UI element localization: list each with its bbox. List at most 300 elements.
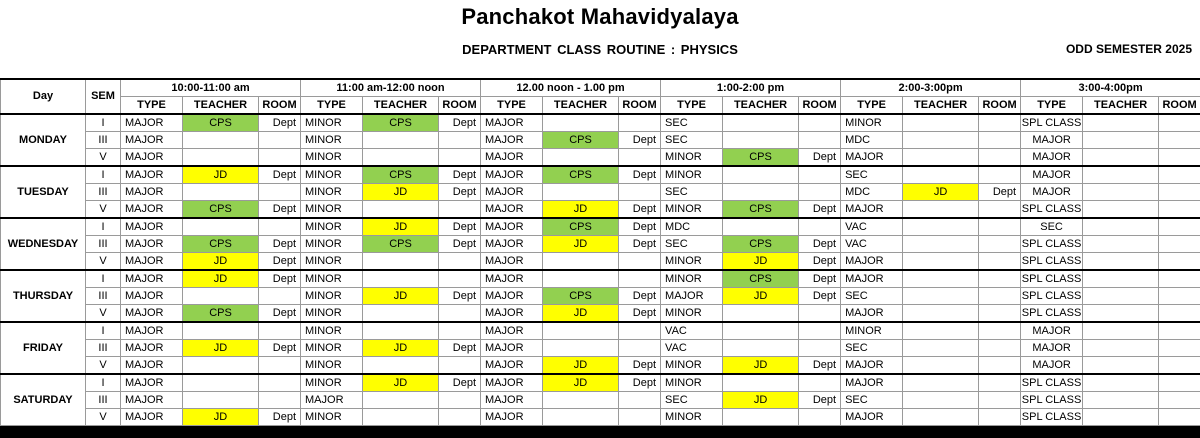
room-cell: Dept: [619, 288, 661, 305]
room-cell: Dept: [259, 340, 301, 357]
class-type-cell: MDC: [841, 184, 903, 201]
class-type-cell: MAJOR: [121, 236, 183, 253]
class-type-cell: SPL CLASS: [1021, 270, 1083, 288]
semester-label: ODD SEMESTER 2025: [1065, 42, 1192, 56]
room-cell: [439, 132, 481, 149]
slot-header: 11:00 am-12:00 noon: [301, 79, 481, 97]
room-cell: [1159, 305, 1200, 323]
room-cell: [1159, 149, 1200, 167]
class-type-cell: MINOR: [301, 132, 363, 149]
class-type-cell: MAJOR: [481, 236, 543, 253]
slot-header: 12.00 noon - 1.00 pm: [481, 79, 661, 97]
class-type-cell: MAJOR: [121, 132, 183, 149]
class-type-cell: MAJOR: [481, 374, 543, 392]
teacher-cell: [543, 409, 619, 426]
teacher-cell: [543, 149, 619, 167]
room-cell: [1159, 201, 1200, 219]
teacher-cell: CPS: [723, 270, 799, 288]
teacher-cell: JD: [183, 409, 259, 426]
class-type-cell: MINOR: [301, 374, 363, 392]
teacher-cell: [183, 149, 259, 167]
room-cell: [439, 201, 481, 219]
sem-label: V: [86, 253, 121, 271]
teacher-cell: [903, 392, 979, 409]
class-type-cell: SEC: [661, 132, 723, 149]
teacher-cell: JD: [543, 357, 619, 375]
room-cell: [259, 218, 301, 236]
class-type-cell: MAJOR: [1021, 132, 1083, 149]
room-cell: Dept: [799, 392, 841, 409]
teacher-cell: [903, 253, 979, 271]
room-cell: [439, 409, 481, 426]
class-type-cell: MINOR: [301, 253, 363, 271]
room-cell: [619, 322, 661, 340]
teacher-cell: [1083, 114, 1159, 132]
teacher-cell: [183, 357, 259, 375]
room-cell: [1159, 392, 1200, 409]
teacher-cell: CPS: [183, 236, 259, 253]
room-cell: [619, 392, 661, 409]
teacher-cell: JD: [543, 374, 619, 392]
teacher-cell: [903, 340, 979, 357]
teacher-cell: CPS: [543, 218, 619, 236]
room-cell: [979, 392, 1021, 409]
sem-label: I: [86, 322, 121, 340]
class-type-cell: MAJOR: [481, 305, 543, 323]
room-cell: [799, 409, 841, 426]
teacher-cell: [183, 184, 259, 201]
routine-row: [1, 392, 1200, 409]
routine-row: [1, 236, 1200, 253]
teacher-cell: [363, 409, 439, 426]
class-type-cell: MINOR: [301, 218, 363, 236]
type-column-header: TYPE: [841, 97, 903, 115]
teacher-cell: JD: [363, 340, 439, 357]
teacher-cell: JD: [363, 218, 439, 236]
class-type-cell: MINOR: [301, 288, 363, 305]
class-type-cell: MINOR: [301, 340, 363, 357]
type-column-header: TYPE: [121, 97, 183, 115]
routine-row: [1, 114, 1200, 132]
room-cell: Dept: [259, 236, 301, 253]
class-type-cell: SEC: [661, 236, 723, 253]
room-cell: [1159, 114, 1200, 132]
room-column-header: ROOM: [799, 97, 841, 115]
sem-label: III: [86, 288, 121, 305]
routine-row: [1, 374, 1200, 392]
teacher-cell: [903, 322, 979, 340]
teacher-cell: [1083, 357, 1159, 375]
room-cell: Dept: [799, 288, 841, 305]
slot-header: 2:00-3:00pm: [841, 79, 1021, 97]
class-type-cell: SEC: [841, 392, 903, 409]
class-type-cell: MAJOR: [841, 270, 903, 288]
class-type-cell: VAC: [841, 236, 903, 253]
room-column-header: ROOM: [439, 97, 481, 115]
room-cell: [1159, 374, 1200, 392]
teacher-cell: [903, 409, 979, 426]
room-cell: [619, 270, 661, 288]
routine-row: [1, 322, 1200, 340]
room-cell: [799, 114, 841, 132]
room-cell: Dept: [259, 270, 301, 288]
slot-header: 10:00-11:00 am: [121, 79, 301, 97]
teacher-cell: [183, 392, 259, 409]
class-type-cell: MAJOR: [121, 201, 183, 219]
teacher-cell: [1083, 132, 1159, 149]
class-type-cell: MAJOR: [121, 288, 183, 305]
class-type-cell: MINOR: [661, 166, 723, 184]
class-type-cell: MAJOR: [481, 149, 543, 167]
teacher-column-header: TEACHER: [363, 97, 439, 115]
class-type-cell: MAJOR: [841, 253, 903, 271]
class-type-cell: VAC: [661, 322, 723, 340]
teacher-cell: [1083, 184, 1159, 201]
room-column-header: ROOM: [979, 97, 1021, 115]
room-cell: [799, 218, 841, 236]
routine-subtitle: DEPARTMENT CLASS ROUTINE : PHYSICS: [462, 42, 738, 57]
room-cell: [619, 149, 661, 167]
room-cell: [979, 357, 1021, 375]
class-type-cell: MINOR: [301, 236, 363, 253]
teacher-cell: [543, 253, 619, 271]
class-type-cell: MAJOR: [301, 392, 363, 409]
room-cell: [1159, 340, 1200, 357]
teacher-cell: [1083, 253, 1159, 271]
teacher-cell: JD: [363, 288, 439, 305]
room-cell: Dept: [259, 253, 301, 271]
teacher-cell: [1083, 218, 1159, 236]
day-label: MONDAY: [1, 114, 86, 166]
room-cell: [979, 132, 1021, 149]
class-type-cell: SEC: [1021, 218, 1083, 236]
teacher-cell: [903, 132, 979, 149]
day-label: SATURDAY: [1, 374, 86, 426]
teacher-cell: [903, 166, 979, 184]
room-cell: Dept: [439, 166, 481, 184]
room-cell: Dept: [619, 357, 661, 375]
room-cell: Dept: [259, 305, 301, 323]
teacher-cell: [363, 270, 439, 288]
room-cell: [619, 184, 661, 201]
teacher-cell: [1083, 392, 1159, 409]
room-cell: Dept: [439, 184, 481, 201]
teacher-cell: [363, 392, 439, 409]
class-type-cell: MINOR: [301, 357, 363, 375]
class-type-cell: MAJOR: [481, 166, 543, 184]
room-cell: Dept: [619, 236, 661, 253]
class-type-cell: MAJOR: [841, 357, 903, 375]
room-cell: [1159, 409, 1200, 426]
room-cell: [1159, 288, 1200, 305]
room-cell: [439, 149, 481, 167]
class-type-cell: VAC: [841, 218, 903, 236]
room-cell: Dept: [619, 201, 661, 219]
class-type-cell: MINOR: [661, 409, 723, 426]
teacher-cell: JD: [183, 166, 259, 184]
teacher-cell: CPS: [723, 236, 799, 253]
room-cell: [259, 149, 301, 167]
teacher-cell: [543, 114, 619, 132]
room-cell: [259, 357, 301, 375]
slot-header: 1:00-2:00 pm: [661, 79, 841, 97]
class-type-cell: MAJOR: [121, 166, 183, 184]
class-type-cell: MAJOR: [1021, 357, 1083, 375]
room-cell: [259, 374, 301, 392]
teacher-cell: [903, 114, 979, 132]
bottom-bar: [0, 426, 1200, 438]
teacher-cell: CPS: [543, 288, 619, 305]
room-cell: [1159, 236, 1200, 253]
teacher-cell: JD: [543, 305, 619, 323]
room-cell: Dept: [259, 409, 301, 426]
class-type-cell: MAJOR: [841, 149, 903, 167]
day-label: WEDNESDAY: [1, 218, 86, 270]
sem-label: I: [86, 270, 121, 288]
teacher-cell: [903, 374, 979, 392]
class-type-cell: MINOR: [301, 166, 363, 184]
class-type-cell: MAJOR: [481, 184, 543, 201]
room-cell: Dept: [979, 184, 1021, 201]
class-type-cell: MINOR: [301, 149, 363, 167]
room-cell: [799, 322, 841, 340]
class-type-cell: MAJOR: [121, 253, 183, 271]
type-column-header: TYPE: [481, 97, 543, 115]
teacher-cell: [723, 322, 799, 340]
class-type-cell: MINOR: [301, 305, 363, 323]
class-type-cell: MAJOR: [481, 218, 543, 236]
room-cell: [799, 166, 841, 184]
room-cell: Dept: [799, 149, 841, 167]
room-cell: [799, 374, 841, 392]
class-type-cell: SPL CLASS: [1021, 253, 1083, 271]
class-type-cell: MINOR: [661, 374, 723, 392]
room-cell: [799, 184, 841, 201]
room-cell: Dept: [619, 166, 661, 184]
class-type-cell: MINOR: [301, 201, 363, 219]
room-cell: Dept: [799, 253, 841, 271]
teacher-cell: [1083, 340, 1159, 357]
class-type-cell: MAJOR: [121, 340, 183, 357]
teacher-column-header: TEACHER: [543, 97, 619, 115]
teacher-cell: [903, 236, 979, 253]
teacher-cell: [543, 322, 619, 340]
class-type-cell: MDC: [661, 218, 723, 236]
type-column-header: TYPE: [301, 97, 363, 115]
sem-label: III: [86, 236, 121, 253]
teacher-cell: CPS: [543, 166, 619, 184]
college-title: Panchakot Mahavidyalaya: [461, 4, 739, 29]
teacher-cell: [903, 218, 979, 236]
room-cell: [799, 132, 841, 149]
class-type-cell: MAJOR: [481, 270, 543, 288]
class-type-cell: MAJOR: [1021, 184, 1083, 201]
room-cell: [1159, 253, 1200, 271]
class-type-cell: SPL CLASS: [1021, 288, 1083, 305]
room-cell: [259, 288, 301, 305]
sem-label: I: [86, 374, 121, 392]
teacher-cell: [363, 253, 439, 271]
teacher-cell: [1083, 374, 1159, 392]
class-type-cell: MAJOR: [1021, 340, 1083, 357]
sem-label: V: [86, 357, 121, 375]
sem-label: III: [86, 340, 121, 357]
room-cell: Dept: [799, 270, 841, 288]
class-type-cell: MAJOR: [481, 322, 543, 340]
teacher-cell: [723, 184, 799, 201]
room-cell: [1159, 132, 1200, 149]
class-type-cell: SEC: [841, 340, 903, 357]
room-cell: [979, 201, 1021, 219]
teacher-column-header: TEACHER: [723, 97, 799, 115]
room-cell: [259, 322, 301, 340]
room-cell: [979, 322, 1021, 340]
sem-label: V: [86, 201, 121, 219]
teacher-cell: [363, 149, 439, 167]
routine-row: [1, 253, 1200, 271]
teacher-cell: [723, 305, 799, 323]
class-type-cell: SPL CLASS: [1021, 236, 1083, 253]
teacher-cell: [1083, 270, 1159, 288]
room-column-header: ROOM: [259, 97, 301, 115]
room-cell: Dept: [799, 236, 841, 253]
class-type-cell: SEC: [661, 114, 723, 132]
room-cell: [979, 409, 1021, 426]
teacher-column-header: TEACHER: [1083, 97, 1159, 115]
class-type-cell: SPL CLASS: [1021, 374, 1083, 392]
class-type-cell: MAJOR: [481, 201, 543, 219]
room-cell: [619, 114, 661, 132]
room-cell: Dept: [439, 288, 481, 305]
class-type-cell: MAJOR: [1021, 166, 1083, 184]
routine-row: [1, 340, 1200, 357]
room-cell: [1159, 166, 1200, 184]
teacher-cell: JD: [183, 340, 259, 357]
room-cell: Dept: [439, 218, 481, 236]
room-cell: [619, 340, 661, 357]
teacher-cell: [903, 305, 979, 323]
class-type-cell: MAJOR: [661, 288, 723, 305]
class-type-cell: MINOR: [301, 270, 363, 288]
room-cell: [799, 305, 841, 323]
routine-row: [1, 132, 1200, 149]
class-type-cell: MAJOR: [121, 409, 183, 426]
room-cell: Dept: [439, 340, 481, 357]
class-type-cell: MAJOR: [121, 357, 183, 375]
room-column-header: ROOM: [619, 97, 661, 115]
teacher-cell: CPS: [723, 149, 799, 167]
room-cell: [439, 357, 481, 375]
teacher-cell: JD: [723, 288, 799, 305]
sem-label: V: [86, 305, 121, 323]
type-column-header: TYPE: [1021, 97, 1083, 115]
teacher-cell: CPS: [363, 236, 439, 253]
class-type-cell: MAJOR: [481, 288, 543, 305]
class-type-cell: MAJOR: [121, 114, 183, 132]
teacher-cell: [723, 409, 799, 426]
room-cell: [259, 184, 301, 201]
room-cell: Dept: [439, 236, 481, 253]
sem-label: V: [86, 409, 121, 426]
room-cell: [979, 253, 1021, 271]
class-type-cell: SPL CLASS: [1021, 114, 1083, 132]
room-cell: Dept: [619, 218, 661, 236]
class-type-cell: SPL CLASS: [1021, 392, 1083, 409]
room-cell: [259, 392, 301, 409]
teacher-cell: [903, 357, 979, 375]
teacher-cell: [1083, 288, 1159, 305]
room-cell: [799, 340, 841, 357]
room-cell: Dept: [439, 374, 481, 392]
routine-row: [1, 166, 1200, 184]
teacher-cell: [543, 270, 619, 288]
routine-row: [1, 357, 1200, 375]
routine-row: [1, 184, 1200, 201]
day-label: TUESDAY: [1, 166, 86, 218]
room-cell: [979, 374, 1021, 392]
class-type-cell: MINOR: [661, 305, 723, 323]
teacher-cell: [1083, 201, 1159, 219]
day-label: FRIDAY: [1, 322, 86, 374]
teacher-cell: CPS: [723, 201, 799, 219]
teacher-cell: [903, 270, 979, 288]
teacher-cell: [903, 149, 979, 167]
teacher-cell: [723, 374, 799, 392]
room-cell: [979, 288, 1021, 305]
room-cell: [1159, 184, 1200, 201]
teacher-cell: JD: [543, 236, 619, 253]
class-type-cell: MAJOR: [121, 392, 183, 409]
class-type-cell: MAJOR: [481, 392, 543, 409]
room-cell: [979, 166, 1021, 184]
teacher-cell: [723, 114, 799, 132]
teacher-cell: CPS: [543, 132, 619, 149]
sem-label: III: [86, 132, 121, 149]
teacher-cell: [363, 357, 439, 375]
class-type-cell: MAJOR: [121, 184, 183, 201]
routine-row: [1, 149, 1200, 167]
day-header: Day: [1, 79, 86, 114]
teacher-cell: JD: [903, 184, 979, 201]
sem-label: I: [86, 218, 121, 236]
routine-row: [1, 270, 1200, 288]
room-cell: Dept: [259, 201, 301, 219]
routine-row: [1, 409, 1200, 426]
routine-row: [1, 201, 1200, 219]
class-type-cell: MINOR: [661, 149, 723, 167]
teacher-column-header: TEACHER: [903, 97, 979, 115]
room-column-header: ROOM: [1159, 97, 1200, 115]
class-type-cell: MAJOR: [481, 409, 543, 426]
room-cell: Dept: [619, 305, 661, 323]
teacher-cell: CPS: [363, 166, 439, 184]
teacher-cell: JD: [363, 374, 439, 392]
room-cell: Dept: [619, 374, 661, 392]
class-type-cell: MINOR: [661, 357, 723, 375]
teacher-cell: [183, 374, 259, 392]
room-cell: [1159, 322, 1200, 340]
teacher-cell: [183, 288, 259, 305]
class-type-cell: MINOR: [841, 114, 903, 132]
sem-label: I: [86, 166, 121, 184]
teacher-cell: [1083, 149, 1159, 167]
class-type-cell: MAJOR: [481, 340, 543, 357]
class-type-cell: SEC: [661, 392, 723, 409]
room-cell: [439, 253, 481, 271]
class-type-cell: SPL CLASS: [1021, 409, 1083, 426]
class-type-cell: VAC: [661, 340, 723, 357]
class-type-cell: MAJOR: [121, 218, 183, 236]
